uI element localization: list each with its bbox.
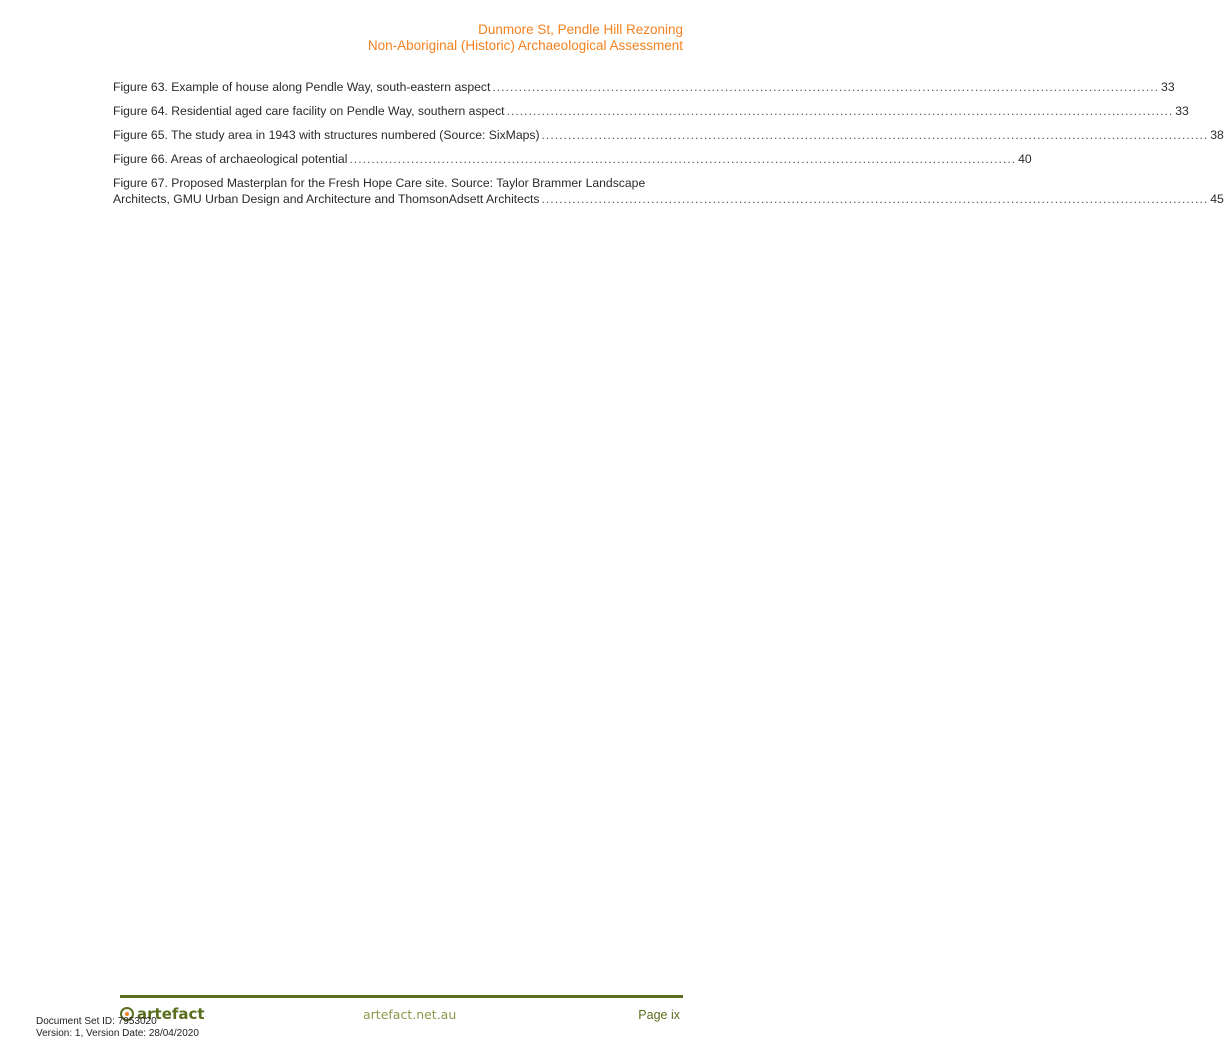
toc-entry-text: Figure 66. Areas of archaeological potential: [113, 152, 348, 166]
dot-leader: ........................................................................................................................................................: [541, 128, 1209, 142]
toc-entry-figure-63[interactable]: [113, 79, 1175, 95]
logo-text: artefact: [137, 1005, 205, 1023]
header-subtitle: Non-Aboriginal (Historic) Archaeological Assessment: [367, 38, 683, 53]
header-title: Dunmore St, Pendle Hill Rezoning: [478, 22, 683, 37]
document-header: [368, 22, 683, 54]
toc-page-number: 33: [1161, 80, 1175, 94]
dot-leader: ........................................................................................................................................................: [541, 192, 1209, 206]
version-info: Version: 1, Version Date: 28/04/2020: [36, 1028, 199, 1039]
toc-entry-figure-64[interactable]: [113, 103, 1189, 119]
toc-page-number: 45: [1210, 192, 1224, 206]
toc-entry-text: Figure 65. The study area in 1943 with structures numbered (Source: SixMaps): [113, 128, 540, 142]
dot-leader: ........................................................................................................................................................: [349, 152, 1017, 166]
dot-leader: ........................................................................................................................................................: [492, 80, 1160, 94]
footer-url[interactable]: artefact.net.au: [363, 1007, 457, 1022]
page-number: Page ix: [638, 1008, 680, 1022]
footer-rule: [120, 995, 683, 998]
document-set-id: Document Set ID: 7953020: [36, 1016, 157, 1027]
toc-page-number: 40: [1018, 152, 1032, 166]
toc-entry-line2: [113, 191, 1224, 207]
toc-entry-text-line1: Figure 67. Proposed Masterplan for the Fresh Hope Care site. Source: Taylor Brammer Landscape: [113, 176, 646, 190]
toc-entry-text: Figure 64. Residential aged care facility on Pendle Way, southern aspect: [113, 104, 505, 118]
toc-entry-text: Figure 63. Example of house along Pendle Way, south-eastern aspect: [113, 80, 491, 94]
toc-entry-figure-65[interactable]: [113, 127, 1224, 143]
toc-page-number: 33: [1175, 104, 1189, 118]
toc-entry-figure-66[interactable]: [113, 151, 1032, 167]
dot-leader: ........................................................................................................................................................: [506, 104, 1174, 118]
list-of-figures: [113, 79, 1224, 215]
toc-entry-text-line2: Architects, GMU Urban Design and Architecture and ThomsonAdsett Architects: [113, 192, 540, 206]
toc-page-number: 38: [1210, 128, 1224, 142]
document-set-info: [36, 1016, 199, 1040]
toc-entry-figure-67[interactable]: [113, 175, 1224, 207]
